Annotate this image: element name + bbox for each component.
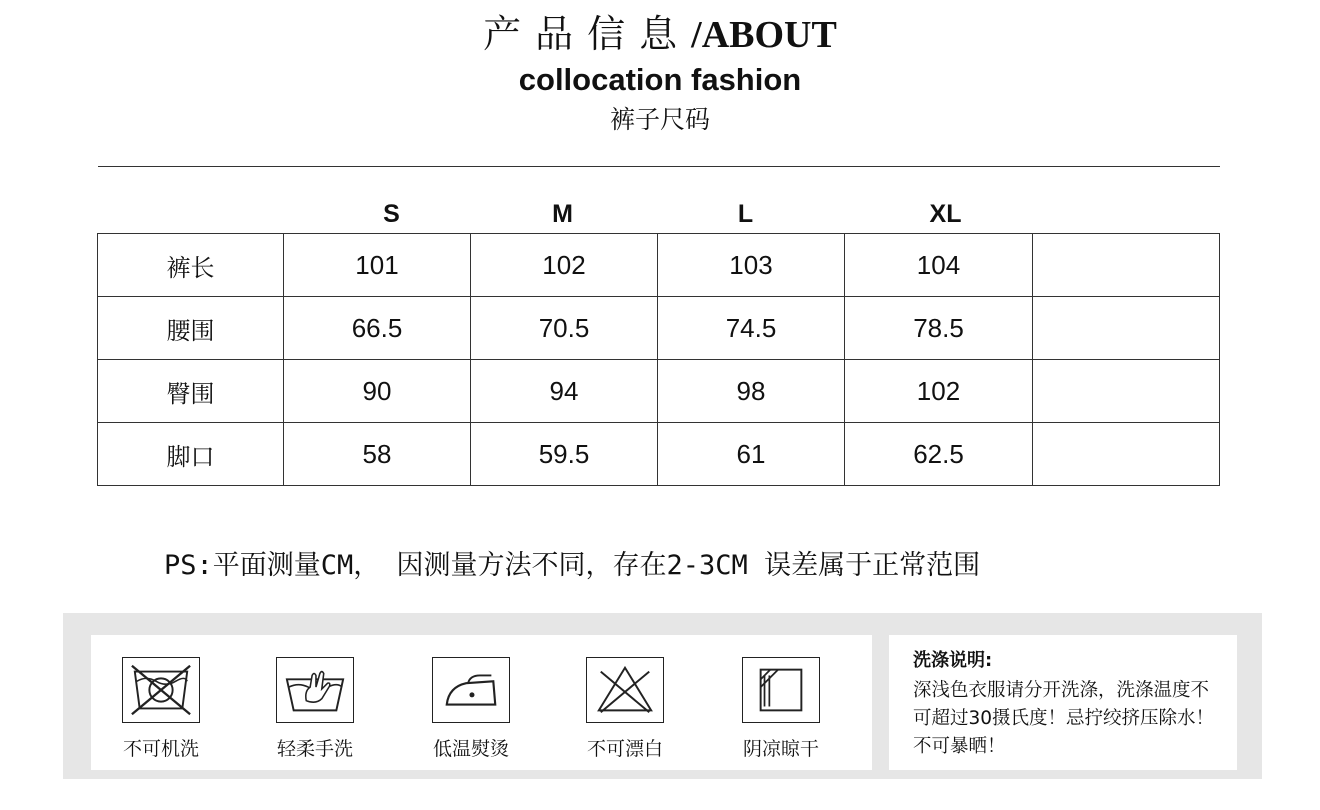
row-label: 脚口 bbox=[98, 423, 284, 486]
table-cell: 101 bbox=[284, 234, 471, 297]
care-label: 不可机洗 bbox=[122, 738, 199, 760]
no-bleach-icon bbox=[586, 657, 664, 723]
size-header-row bbox=[98, 167, 1220, 234]
title-en: /ABOUT bbox=[691, 14, 837, 56]
size-label: S bbox=[383, 200, 400, 228]
page-title bbox=[0, 8, 1320, 60]
wash-title: 洗涤说明: bbox=[913, 650, 993, 671]
size-chart-heading: 裤子尺码 bbox=[609, 105, 710, 134]
table-cell: 61 bbox=[658, 423, 845, 486]
table-cell: 59.5 bbox=[471, 423, 658, 486]
table-cell: 62.5 bbox=[845, 423, 1033, 486]
table-cell: 78.5 bbox=[845, 297, 1033, 360]
subtitle: collocation fashion bbox=[518, 62, 802, 97]
title-cn: 产品信息 bbox=[483, 12, 692, 56]
wash-instructions-panel bbox=[889, 635, 1237, 770]
row-label: 裤长 bbox=[98, 234, 284, 297]
care-item-low-iron bbox=[401, 635, 541, 770]
row-label: 臀围 bbox=[98, 360, 284, 423]
wash-text: 深浅色衣服请分开洗涤，洗涤温度不可超过30摄氏度！忌拧绞挤压除水！不可暴晒！ bbox=[913, 680, 1215, 757]
care-item-no-machine-wash bbox=[91, 635, 231, 770]
low-iron-icon bbox=[432, 657, 510, 723]
shade-dry-icon bbox=[742, 657, 820, 723]
size-header-cell bbox=[98, 167, 1220, 234]
table-cell: 104 bbox=[845, 234, 1033, 297]
care-item-no-bleach bbox=[555, 635, 695, 770]
care-item-shade-dry bbox=[711, 635, 851, 770]
hand-wash-icon bbox=[276, 657, 354, 723]
table-cell: 102 bbox=[471, 234, 658, 297]
table-cell: 58 bbox=[284, 423, 471, 486]
empty-cell bbox=[1033, 234, 1220, 297]
care-label: 不可漂白 bbox=[586, 738, 663, 760]
table-row bbox=[98, 297, 1220, 360]
table-cell: 102 bbox=[845, 360, 1033, 423]
measurement-note: PS:平面测量CM， 因测量方法不同，存在2-3CM 误差属于正常范围 bbox=[164, 550, 981, 581]
table-row bbox=[98, 234, 1220, 297]
row-label: 腰围 bbox=[98, 297, 284, 360]
table-cell: 90 bbox=[284, 360, 471, 423]
care-icons-panel bbox=[91, 635, 872, 770]
no-machine-wash-icon bbox=[122, 657, 200, 723]
empty-cell bbox=[1033, 360, 1220, 423]
empty-cell bbox=[1033, 297, 1220, 360]
size-table bbox=[97, 166, 1220, 486]
size-label: M bbox=[552, 200, 573, 228]
table-cell: 74.5 bbox=[658, 297, 845, 360]
table-cell: 98 bbox=[658, 360, 845, 423]
care-label: 轻柔手洗 bbox=[276, 738, 353, 760]
care-item-hand-wash bbox=[245, 635, 385, 770]
care-label: 阴凉晾干 bbox=[742, 738, 819, 760]
care-label: 低温熨烫 bbox=[432, 738, 509, 760]
table-cell: 94 bbox=[471, 360, 658, 423]
size-label: L bbox=[737, 200, 754, 228]
size-label: XL bbox=[929, 200, 962, 228]
empty-cell bbox=[1033, 423, 1220, 486]
table-row bbox=[98, 360, 1220, 423]
table-cell: 103 bbox=[658, 234, 845, 297]
table-cell: 66.5 bbox=[284, 297, 471, 360]
table-row bbox=[98, 423, 1220, 486]
table-cell: 70.5 bbox=[471, 297, 658, 360]
